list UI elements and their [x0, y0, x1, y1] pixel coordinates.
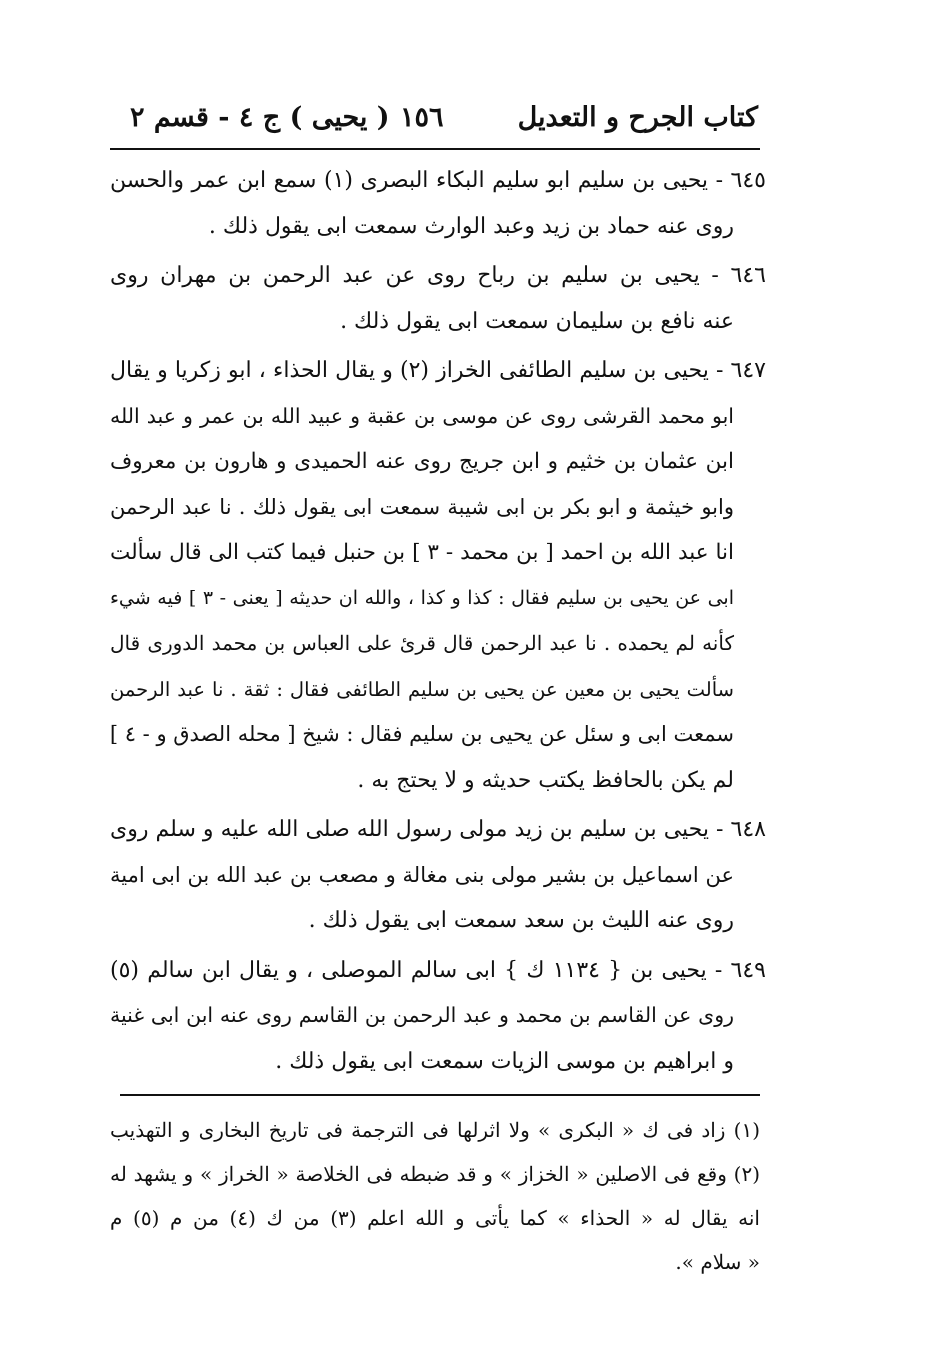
footnote-divider [120, 1094, 760, 1096]
entry-line: ٦٤٩ - يحيى بن { ١١٣٤ ك } ابى سالم الموصلى ، و يقال ابن سالم (٥) [110, 957, 766, 983]
entry-line: و ابراهيم بن موسى الزيات سمعت ابى يقول ذلك . [275, 1048, 734, 1074]
entry-line: روى عن القاسم بن محمد و عبد الرحمن بن القاسم روى عنه ابن ابى غنية [110, 1003, 734, 1027]
entry-line: ٦٤٦ - يحيى بن سليم بن رباح روى عن عبد الرحمن بن مهران روى [110, 263, 766, 288]
footnote-line: انه يقال له « الحذاء » كما يأتى و الله اعلم (٣) من ك (٤) من م (٥) م [110, 1206, 760, 1230]
entry-line: عنه نافع بن سليمان سمعت ابى يقول ذلك . [340, 308, 734, 334]
entry-line: سألت يحيى بن معين عن يحيى بن سليم الطائفى فقال : ثقة . نا عبد الرحمن [110, 677, 734, 701]
page-header [110, 90, 760, 150]
entry-line: روى عنه الليث بن سعد سمعت ابى يقول ذلك . [308, 908, 734, 933]
entry-line: وابو خيثمة و ابو بكر بن ابى شيبة سمعت ابى يقول ذلك . نا عبد الرحمن [110, 494, 734, 519]
footnotes [110, 1108, 760, 1284]
entry-line: روى عنه حماد بن زيد وعبد الوارث سمعت ابى يقول ذلك . [208, 213, 734, 239]
entry-line: عن اسماعيل بن بشير مولى بنى مغالة و مصعب بن عبد الله بن ابى امية [110, 862, 734, 887]
page-number: ١٥٦ [400, 102, 444, 133]
volume-label: ( يحيى ) ج ٤ - قسم ٢ [130, 102, 390, 133]
entry-649 [110, 948, 766, 1085]
book-page [110, 90, 766, 1284]
footnote-line: (٢) وقع فى الاصلين « الخزاز » و قد ضبطه فى الخلاصة « الخراز » و يشهد له [110, 1162, 760, 1186]
entry-line: انا عبد الله بن احمد [ بن محمد - ٣ ] بن حنبل فيما كتب الى قال سألت [110, 540, 734, 565]
entry-line: سمعت ابى و سئل عن يحيى بن سليم فقال : شيخ [ محله الصدق و - ٤ ] [110, 722, 734, 746]
footnote-line: (١) زاد فى ك « البكرى » ولا اثرلها فى الترجمة فى تاريخ البخارى و التهذيب [110, 1118, 760, 1142]
entries-list [110, 158, 766, 1084]
entry-line: ابو محمد القرشى روى عن موسى بن عقبة و عبيد الله بن عمر و عبد الله [110, 403, 734, 428]
entry-line: كأنه لم يحمده . نا عبد الرحمن قال قرئ على العباس بن محمد الدورى قال [110, 631, 734, 655]
entry-line: ابى عن يحيى بن سليم فقال : كذا و كذا ، والله ان حديثه [ يعنى - ٣ ] فيه شيء [110, 586, 734, 609]
book-title: كتاب الجرح و التعديل [517, 102, 758, 133]
footnote-line: « سلام ». [675, 1250, 760, 1274]
entry-line: ٦٤٧ - يحيى بن سليم الطائفى الخراز (٢) و يقال الحذاء ، ابو زكريا و يقال [110, 358, 766, 383]
entry-line: لم يكن بالحافظ يكتب حديثه و لا يحتج به . [357, 767, 734, 793]
entry-645 [110, 158, 766, 249]
entry-648 [110, 807, 766, 944]
entry-647 [110, 348, 766, 803]
entry-line: ٦٤٥ - يحيى بن سليم ابو سليم البكاء البصرى (١) سمع ابن عمر والحسن [110, 168, 766, 193]
entry-646 [110, 253, 766, 344]
entry-line: ٦٤٨ - يحيى بن سليم بن زيد مولى رسول الله صلى الله عليه و سلم روى [110, 817, 766, 842]
entry-line: ابن عثمان بن خثيم و ابن جريج روى عنه الحميدى و هارون بن معروف [110, 449, 734, 474]
